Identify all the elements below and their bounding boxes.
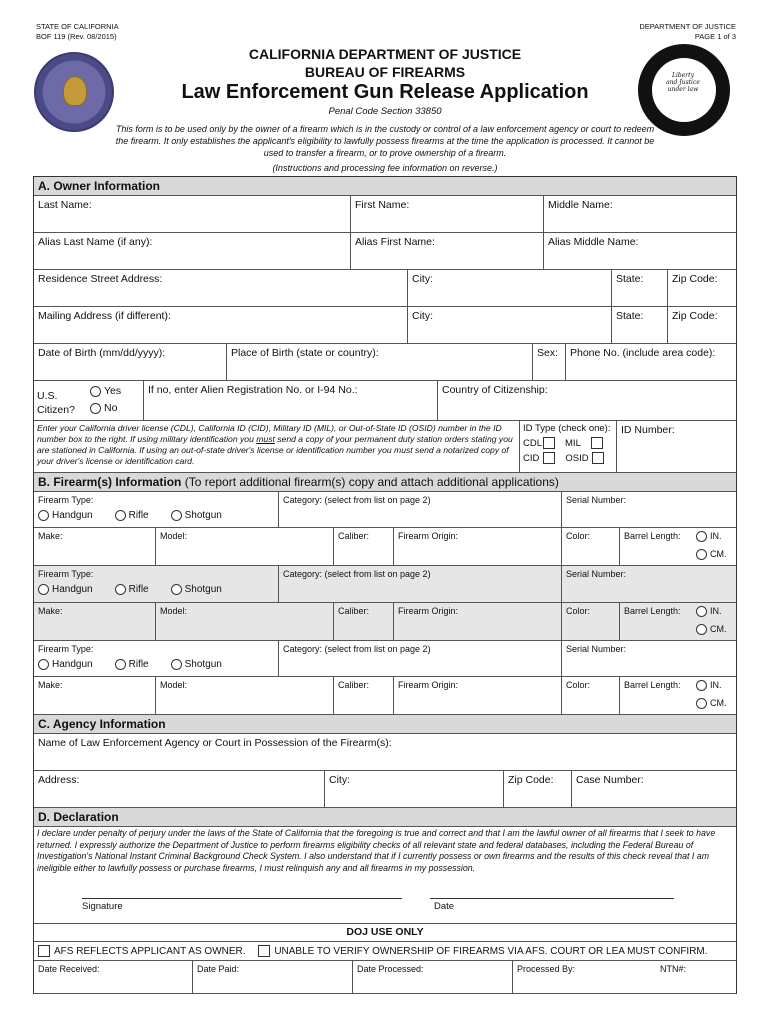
cdl-checkbox-icon[interactable] xyxy=(543,437,555,449)
citizen-no-option[interactable]: No xyxy=(90,402,117,414)
firearm-1-make[interactable]: Make: xyxy=(34,528,156,565)
firearm-3-category[interactable]: Category: (select from list on page 2) xyxy=(279,641,562,676)
alias-last-field[interactable]: Alias Last Name (if any): xyxy=(34,233,351,269)
first-name-field[interactable]: First Name: xyxy=(351,196,544,232)
firearm-3-caliber[interactable]: Caliber: xyxy=(334,677,394,714)
firearm-2-handgun[interactable]: Handgun xyxy=(38,584,93,595)
osid-checkbox-icon[interactable] xyxy=(592,452,604,464)
pob-field[interactable]: Place of Birth (state or country): xyxy=(227,344,533,380)
ntn-label: NTN#: xyxy=(659,964,686,974)
firearm-2-cm[interactable]: CM. xyxy=(696,624,727,635)
firearm-2-shotgun[interactable]: Shotgun xyxy=(171,584,222,595)
firearm-1-in[interactable]: IN. xyxy=(696,531,722,542)
firearm-3-color[interactable]: Color: xyxy=(562,677,620,714)
firearm-1-cm[interactable]: CM. xyxy=(696,549,727,560)
firearm-3-handgun[interactable]: Handgun xyxy=(38,659,93,670)
mailing-zip-field[interactable]: Zip Code: xyxy=(672,310,718,322)
sex-field[interactable]: Sex: xyxy=(533,344,566,380)
alias-first-field[interactable]: Alias First Name: xyxy=(351,233,544,269)
radio-icon[interactable] xyxy=(696,549,707,560)
unable-checkbox-icon[interactable] xyxy=(258,945,270,957)
page-number: PAGE 1 of 3 xyxy=(694,32,736,41)
declaration-text: I declare under penalty of perjury under the laws of the State of California that the foregoing is true and correct and that I am the lawful owner of all firearms that I seek to have returned. I expressly authorize the Department of Justice to perform firearms eligibility checks of all relevant state and federal databases, including the Federal Bureau of Investigation's National Instant Criminal Background Check System. I also understand that if I currently possess or own firearms and the results of this check reveal that I am ineligible either to lawfully possess or purchase firearms, I must relinquish any and all firearms in my possession. Signature Date xyxy=(37,828,716,912)
firearm-1-shotgun[interactable]: Shotgun xyxy=(171,510,222,521)
us-citizen-label: U.S. Citizen? xyxy=(37,390,75,416)
firearm-2-model[interactable]: Model: xyxy=(156,603,334,640)
doj-checkbox-row xyxy=(34,942,736,960)
signature-line[interactable] xyxy=(82,898,402,899)
date-processed-field[interactable]: Date Processed: xyxy=(353,961,513,993)
header-right xyxy=(639,22,736,42)
firearm-2-type: Firearm Type: Handgun Rifle Shotgun xyxy=(34,566,279,602)
instructions-note: (Instructions and processing fee information on reverse.) xyxy=(272,163,498,173)
penal-code: Penal Code Section 33850 xyxy=(328,106,442,117)
radio-icon[interactable] xyxy=(696,531,707,542)
dept-label: DEPARTMENT OF JUSTICE xyxy=(639,22,736,31)
radio-icon[interactable] xyxy=(115,510,126,521)
radio-icon[interactable] xyxy=(696,624,707,635)
radio-icon[interactable] xyxy=(171,584,182,595)
unable-verify-option[interactable]: UNABLE TO VERIFY OWNERSHIP OF FIREARMS VIA AFS. COURT OR LEA MUST CONFIRM. xyxy=(258,946,707,957)
firearm-2-make[interactable]: Make: xyxy=(34,603,156,640)
dept-title: CALIFORNIA DEPARTMENT OF JUSTICE xyxy=(248,46,522,62)
afs-option[interactable]: AFS REFLECTS APPLICANT AS OWNER. xyxy=(38,946,246,957)
agency-name-field[interactable]: Name of Law Enforcement Agency or Court in Possession of the Firearm(s): xyxy=(38,737,392,749)
radio-icon[interactable] xyxy=(115,659,126,670)
middle-name-field[interactable]: Middle Name: xyxy=(548,199,613,211)
afs-checkbox-icon[interactable] xyxy=(38,945,50,957)
firearm-2-serial[interactable]: Serial Number: xyxy=(566,569,627,579)
seal-motto: Liberty and Justice under law xyxy=(666,72,700,93)
firearm-2-barrel[interactable]: Barrel Length: IN. CM. xyxy=(624,606,727,634)
firearm-3-make[interactable]: Make: xyxy=(34,677,156,714)
firearm-3-origin[interactable]: Firearm Origin: xyxy=(394,677,562,714)
page-title: Law Enforcement Gun Release Application xyxy=(181,81,589,103)
date-line[interactable] xyxy=(430,898,674,899)
last-name-field[interactable]: Last Name: xyxy=(34,196,351,232)
state-label: STATE OF CALIFORNIA xyxy=(36,22,119,31)
citizen-yes-option[interactable]: Yes xyxy=(90,385,121,397)
cid-option[interactable]: CID xyxy=(523,453,565,464)
firearm-1-rifle[interactable]: Rifle xyxy=(115,510,149,521)
firearm-2-in[interactable]: IN. xyxy=(696,606,722,617)
id-number-field[interactable]: ID Number: xyxy=(621,424,675,436)
date-label: Date xyxy=(434,901,455,912)
radio-icon[interactable] xyxy=(38,584,49,595)
id-type-row-2 xyxy=(523,452,613,464)
firearm-1-color[interactable]: Color: xyxy=(562,528,620,565)
radio-icon[interactable] xyxy=(171,510,182,521)
firearm-3-shotgun[interactable]: Shotgun xyxy=(171,659,222,670)
mailing-city-field[interactable]: City: xyxy=(408,307,612,343)
processed-by-field[interactable]: Processed By: NTN#: xyxy=(513,961,736,993)
firearm-3-cm[interactable]: CM. xyxy=(696,698,727,709)
section-b-header: B. Firearm(s) Information (To report additional firearm(s) copy and attach additional applications) xyxy=(34,473,736,492)
radio-icon[interactable] xyxy=(171,659,182,670)
firearm-1-origin[interactable]: Firearm Origin: xyxy=(394,528,562,565)
form-id: BOF 119 (Rev. 08/2015) xyxy=(36,32,117,41)
mailing-address-field[interactable]: Mailing Address (if different): xyxy=(34,307,408,343)
residence-address-field[interactable]: Residence Street Address: xyxy=(34,270,408,306)
cid-checkbox-icon[interactable] xyxy=(543,452,555,464)
dob-field[interactable]: Date of Birth (mm/dd/yyyy): xyxy=(34,344,227,380)
firearm-2-rifle[interactable]: Rifle xyxy=(115,584,149,595)
section-a-header: A. Owner Information xyxy=(34,177,736,196)
agency-city-field[interactable]: City: xyxy=(325,771,504,807)
firearm-2-caliber[interactable]: Caliber: xyxy=(334,603,394,640)
case-number-field[interactable]: Case Number: xyxy=(576,774,644,786)
firearm-1-serial[interactable]: Serial Number: xyxy=(566,495,627,505)
mil-option[interactable]: MIL xyxy=(565,438,603,449)
firearm-1-caliber[interactable]: Caliber: xyxy=(334,528,394,565)
firearm-1-handgun[interactable]: Handgun xyxy=(38,510,93,521)
firearm-1-type: Firearm Type: Handgun Rifle Shotgun xyxy=(34,492,279,527)
alien-reg-field[interactable]: If no, enter Alien Registration No. or I-94 No.: xyxy=(144,381,438,420)
firearm-3-in[interactable]: IN. xyxy=(696,680,722,691)
no-radio-icon[interactable] xyxy=(90,403,101,414)
date-received-field[interactable]: Date Received: xyxy=(34,961,193,993)
yes-radio-icon[interactable] xyxy=(90,386,101,397)
radio-icon[interactable] xyxy=(38,510,49,521)
firearm-3-barrel[interactable]: Barrel Length: IN. CM. xyxy=(624,680,727,708)
firearm-3-model[interactable]: Model: xyxy=(156,677,334,714)
section-d-header: D. Declaration xyxy=(34,808,736,827)
firearm-3-serial[interactable]: Serial Number: xyxy=(566,644,627,654)
firearm-1-barrel[interactable]: Barrel Length: IN. CM. xyxy=(624,531,727,559)
agency-address-field[interactable]: Address: xyxy=(34,771,325,807)
firearm-3-rifle[interactable]: Rifle xyxy=(115,659,149,670)
citizenship-field[interactable]: Country of Citizenship: xyxy=(442,384,548,396)
bureau-seal-icon xyxy=(34,52,114,132)
residence-city-field[interactable]: City: xyxy=(408,270,612,306)
radio-icon[interactable] xyxy=(115,584,126,595)
application-form xyxy=(33,176,737,994)
firearm-2-origin[interactable]: Firearm Origin: xyxy=(394,603,562,640)
firearm-2-category[interactable]: Category: (select from list on page 2) xyxy=(279,566,562,602)
id-type-label: ID Type (check one): xyxy=(523,423,611,434)
radio-icon[interactable] xyxy=(696,698,707,709)
signature-label: Signature xyxy=(82,901,123,912)
osid-option[interactable]: OSID xyxy=(565,453,603,464)
firearm-2-color[interactable]: Color: xyxy=(562,603,620,640)
intro-text: This form is to be used only by the owner of a firearm which is in the custody or control of a law enforcement agency or court to redeem the firearm. It only establishes the applicant's eligibility to lawfully possess firearms at the time the application is processed. It cannot be used to transfer a firearm, or to prove ownership of a firearm. xyxy=(115,124,655,158)
cdl-option[interactable]: CDL xyxy=(523,438,565,449)
us-citizen-field xyxy=(34,381,144,420)
section-c-header: C. Agency Information xyxy=(34,715,736,734)
mil-checkbox-icon[interactable] xyxy=(591,437,603,449)
id-type-row-1 xyxy=(523,437,613,449)
id-instructions: Enter your California driver license (CDL), California ID (CID), Military ID (MIL), or Out-of-State ID (OSID) number in the ID number box to the right. If using military identification you must send a copy of your permanent duty station orders stating you are stationed in California. If using an out-of-state driver's license or identification number you must send a notarized copy of your driver's license or identification card. xyxy=(34,421,520,472)
firearm-1-category[interactable]: Category: (select from list on page 2) xyxy=(279,492,562,527)
agency-zip-field[interactable]: Zip Code: xyxy=(504,771,572,807)
radio-icon[interactable] xyxy=(696,606,707,617)
firearm-1-model[interactable]: Model: xyxy=(156,528,334,565)
alias-middle-field[interactable]: Alias Middle Name: xyxy=(548,236,639,248)
bureau-title: BUREAU OF FIREARMS xyxy=(304,64,466,80)
radio-icon[interactable] xyxy=(696,680,707,691)
mailing-state-field[interactable]: State: xyxy=(612,307,668,343)
header-left xyxy=(36,22,119,42)
date-paid-field[interactable]: Date Paid: xyxy=(193,961,353,993)
firearm-3-type: Firearm Type: Handgun Rifle Shotgun xyxy=(34,641,279,676)
residence-state-field[interactable]: State: xyxy=(612,270,668,306)
doj-use-only-header: DOJ USE ONLY xyxy=(346,926,424,938)
phone-field[interactable]: Phone No. (include area code): xyxy=(570,347,716,359)
radio-icon[interactable] xyxy=(38,659,49,670)
id-type-group xyxy=(520,421,617,472)
residence-zip-field[interactable]: Zip Code: xyxy=(672,273,718,285)
